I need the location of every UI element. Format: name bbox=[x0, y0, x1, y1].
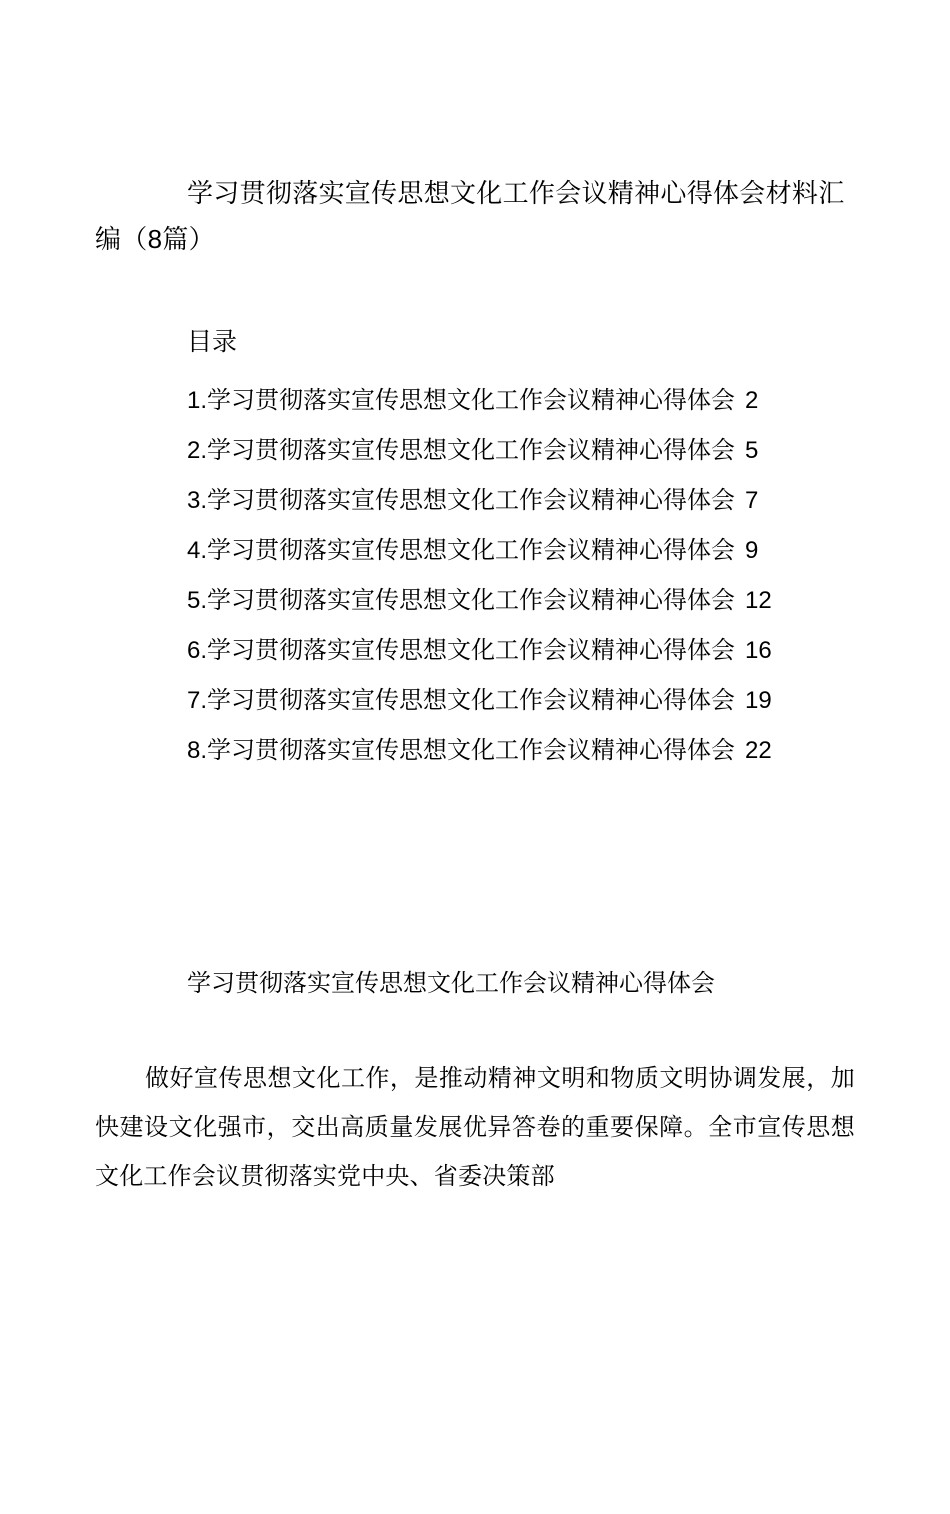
section-paragraph: 做好宣传思想文化工作，是推动精神文明和物质文明协调发展，加快建设文化强市，交出高质量发展优异答卷的重要保障。全市宣传思想文化工作会议贯彻落实党中央、省委决策部 bbox=[95, 1065, 855, 1190]
toc-entry-label: 4.学习贯彻落实宣传思想文化工作会议精神心得体会 bbox=[187, 537, 736, 564]
toc-entry-page: 12 bbox=[745, 587, 772, 614]
toc-entry-label: 5.学习贯彻落实宣传思想文化工作会议精神心得体会 bbox=[187, 587, 736, 614]
document-title: 学习贯彻落实宣传思想文化工作会议精神心得体会材料汇编（8篇） bbox=[95, 178, 845, 254]
toc-entry-page: 19 bbox=[745, 687, 772, 714]
toc-entry[interactable] bbox=[95, 576, 855, 626]
toc-entry-page: 9 bbox=[745, 537, 759, 564]
toc-entry-page: 22 bbox=[745, 737, 772, 764]
toc-list bbox=[95, 376, 855, 776]
toc-entry-page: 2 bbox=[745, 387, 759, 414]
toc-entry-page: 16 bbox=[745, 637, 772, 664]
document-page bbox=[0, 170, 950, 1514]
toc-entry-label: 6.学习贯彻落实宣传思想文化工作会议精神心得体会 bbox=[187, 637, 736, 664]
section-title: 学习贯彻落实宣传思想文化工作会议精神心得体会 bbox=[187, 970, 715, 997]
toc-entry[interactable] bbox=[95, 376, 855, 426]
toc-entry[interactable] bbox=[95, 476, 855, 526]
toc-entry-page: 5 bbox=[745, 437, 759, 464]
toc-entry-label: 7.学习贯彻落实宣传思想文化工作会议精神心得体会 bbox=[187, 687, 736, 714]
toc-entry[interactable] bbox=[95, 526, 855, 576]
toc-entry[interactable] bbox=[95, 626, 855, 676]
toc-entry[interactable] bbox=[95, 726, 855, 776]
toc-entry[interactable] bbox=[95, 426, 855, 476]
toc-entry-label: 3.学习贯彻落实宣传思想文化工作会议精神心得体会 bbox=[187, 487, 736, 514]
toc-entry-label: 8.学习贯彻落实宣传思想文化工作会议精神心得体会 bbox=[187, 737, 736, 764]
toc-entry-label: 1.学习贯彻落实宣传思想文化工作会议精神心得体会 bbox=[187, 387, 736, 414]
toc-entry[interactable] bbox=[95, 676, 855, 726]
toc-entry-page: 7 bbox=[745, 487, 759, 514]
toc-entry-label: 2.学习贯彻落实宣传思想文化工作会议精神心得体会 bbox=[187, 437, 736, 464]
toc-heading: 目录 bbox=[187, 328, 238, 356]
